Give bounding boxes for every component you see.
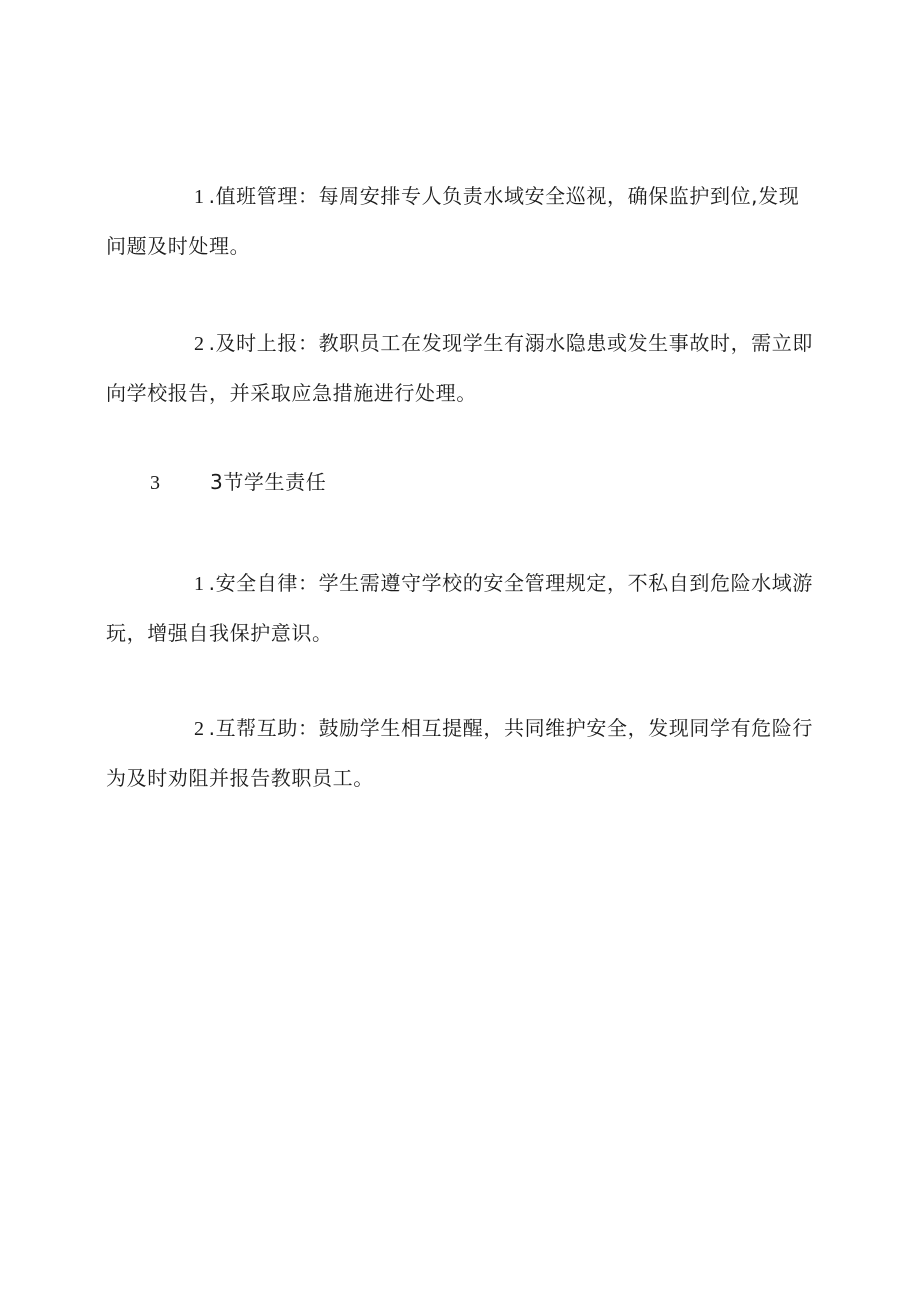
paragraph-text: .互帮互助：鼓励学生相互提醒，共同维护安全，发现同学有危险行为及时劝阻并报告教职员工。 bbox=[106, 716, 813, 790]
section-title: 3节学生责任 bbox=[210, 470, 327, 494]
item-number: 1 bbox=[194, 186, 205, 208]
section-heading bbox=[150, 458, 326, 508]
paragraph-safety-discipline bbox=[106, 559, 818, 658]
paragraph-text: .值班管理：每周安排专人负责水域安全巡视，确保监护到位,发现问题及时处理。 bbox=[106, 184, 800, 258]
item-number: 2 bbox=[194, 333, 205, 355]
paragraph-text: .安全自律：学生需遵守学校的安全管理规定，不私自到危险水域游玩，增强自我保护意识。 bbox=[106, 571, 813, 645]
paragraph-mutual-help bbox=[106, 704, 818, 803]
section-number: 3 bbox=[150, 472, 161, 494]
paragraph-text: .及时上报：教职员工在发现学生有溺水隐患或发生事故时，需立即向学校报告，并采取应急措施进行处理。 bbox=[106, 331, 813, 405]
paragraph-duty-management bbox=[106, 172, 818, 271]
item-number: 1 bbox=[194, 573, 205, 595]
paragraph-timely-report bbox=[106, 319, 818, 418]
item-number: 2 bbox=[194, 718, 205, 740]
